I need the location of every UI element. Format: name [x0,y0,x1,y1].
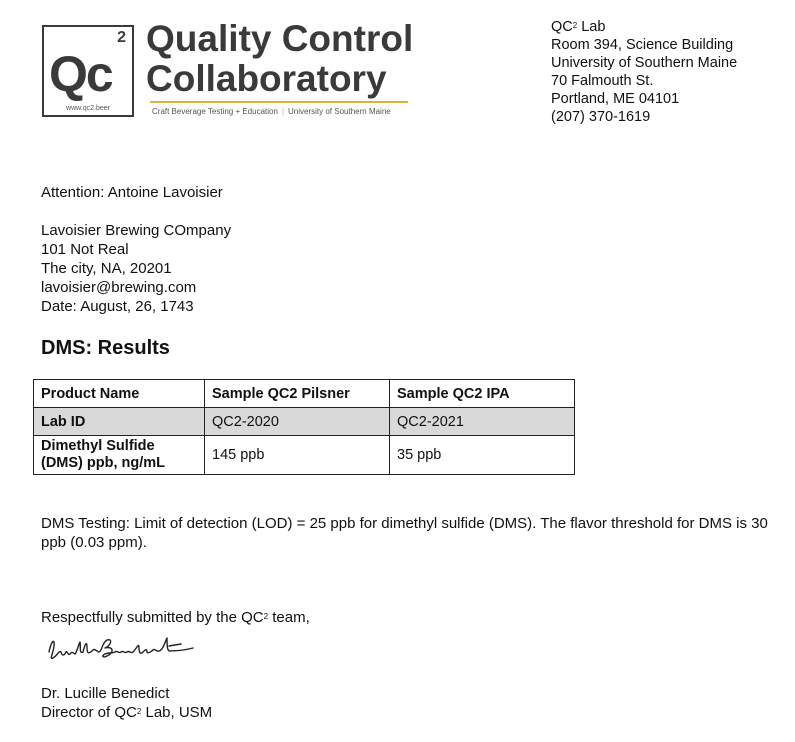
lab-id-pilsner: QC2-2020 [205,408,390,436]
recipient-address [41,221,231,316]
lab-room: Room 394, Science Building [551,37,734,53]
logo-title-line2: Collaboratory [146,58,387,99]
logo-divider [150,101,408,103]
lab-university: University of Southern Maine [551,55,738,71]
row-label-lab-id: Lab ID [34,408,205,436]
logo-tagline-left: Craft Beverage Testing + Education [152,107,278,116]
closing-prefix: Respectfully submitted by the QC [41,609,264,626]
attention-line: Attention: Antoine Lavoisier [41,184,223,201]
logo-tagline-separator: | [281,107,285,116]
results-table [33,379,575,475]
lab-street: 70 Falmouth St. [551,73,654,89]
row-label-dms-line2: (DMS) ppb, ng/mL [41,455,166,471]
signer-title-sup: 2 [136,707,142,716]
logo-tagline-right: University of Southern Maine [288,107,391,116]
logo-qc-text: Qc [49,46,112,102]
header-sample-ipa: Sample QC2 IPA [390,380,575,408]
logo-title-line1: Quality Control [146,18,414,59]
lab-address [551,18,737,126]
header-product-name: Product Name [34,380,205,408]
results-heading: DMS: Results [41,337,170,359]
table-row [34,408,575,436]
lab-name-sup: 2 [572,21,578,30]
lab-name-prefix: QC [551,19,573,35]
lab-name [551,18,737,36]
recipient-street: 101 Not Real [41,241,129,258]
signer-title-suffix: Lab, USM [141,704,213,721]
lab-id-ipa: QC2-2021 [390,408,575,436]
qc2-logo-mark [42,25,134,117]
lab-phone: (207) 370-1619 [551,109,651,125]
dms-value-pilsner: 145 ppb [205,436,390,475]
row-label-dms-line1: Dimethyl Sulfide [41,438,155,454]
logo-superscript: 2 [117,29,126,46]
table-row [34,436,575,475]
closing-sup: 2 [263,612,269,621]
signer-name: Dr. Lucille Benedict [41,685,170,702]
signer-block [41,684,212,722]
signer-title [41,703,212,722]
recipient-email: lavoisier@brewing.com [41,279,197,296]
logo-url: www.qc2.beer [66,105,110,112]
closing-line [41,608,310,627]
signer-title-prefix: Director of QC [41,704,137,721]
dms-testing-note: DMS Testing: Limit of detection (LOD) = 25 ppb for dimethyl sulfide (DMS). The flavor threshold for DMS is 30 ppb (0.03 ppm). [41,515,768,551]
table-header-row [34,380,575,408]
recipient-company: Lavoisier Brewing COmpany [41,222,232,239]
lab-city: Portland, ME 04101 [551,91,680,107]
lab-name-suffix: Lab [577,19,606,35]
header-sample-pilsner: Sample QC2 Pilsner [205,380,390,408]
row-label-dms [34,436,205,475]
closing-suffix: team, [268,609,310,626]
dms-value-ipa: 35 ppb [390,436,575,475]
logo-tagline [152,107,391,116]
recipient-city: The city, NA, 20201 [41,260,172,277]
report-date: Date: August, 26, 1743 [41,298,194,315]
handwritten-signature [43,632,223,666]
